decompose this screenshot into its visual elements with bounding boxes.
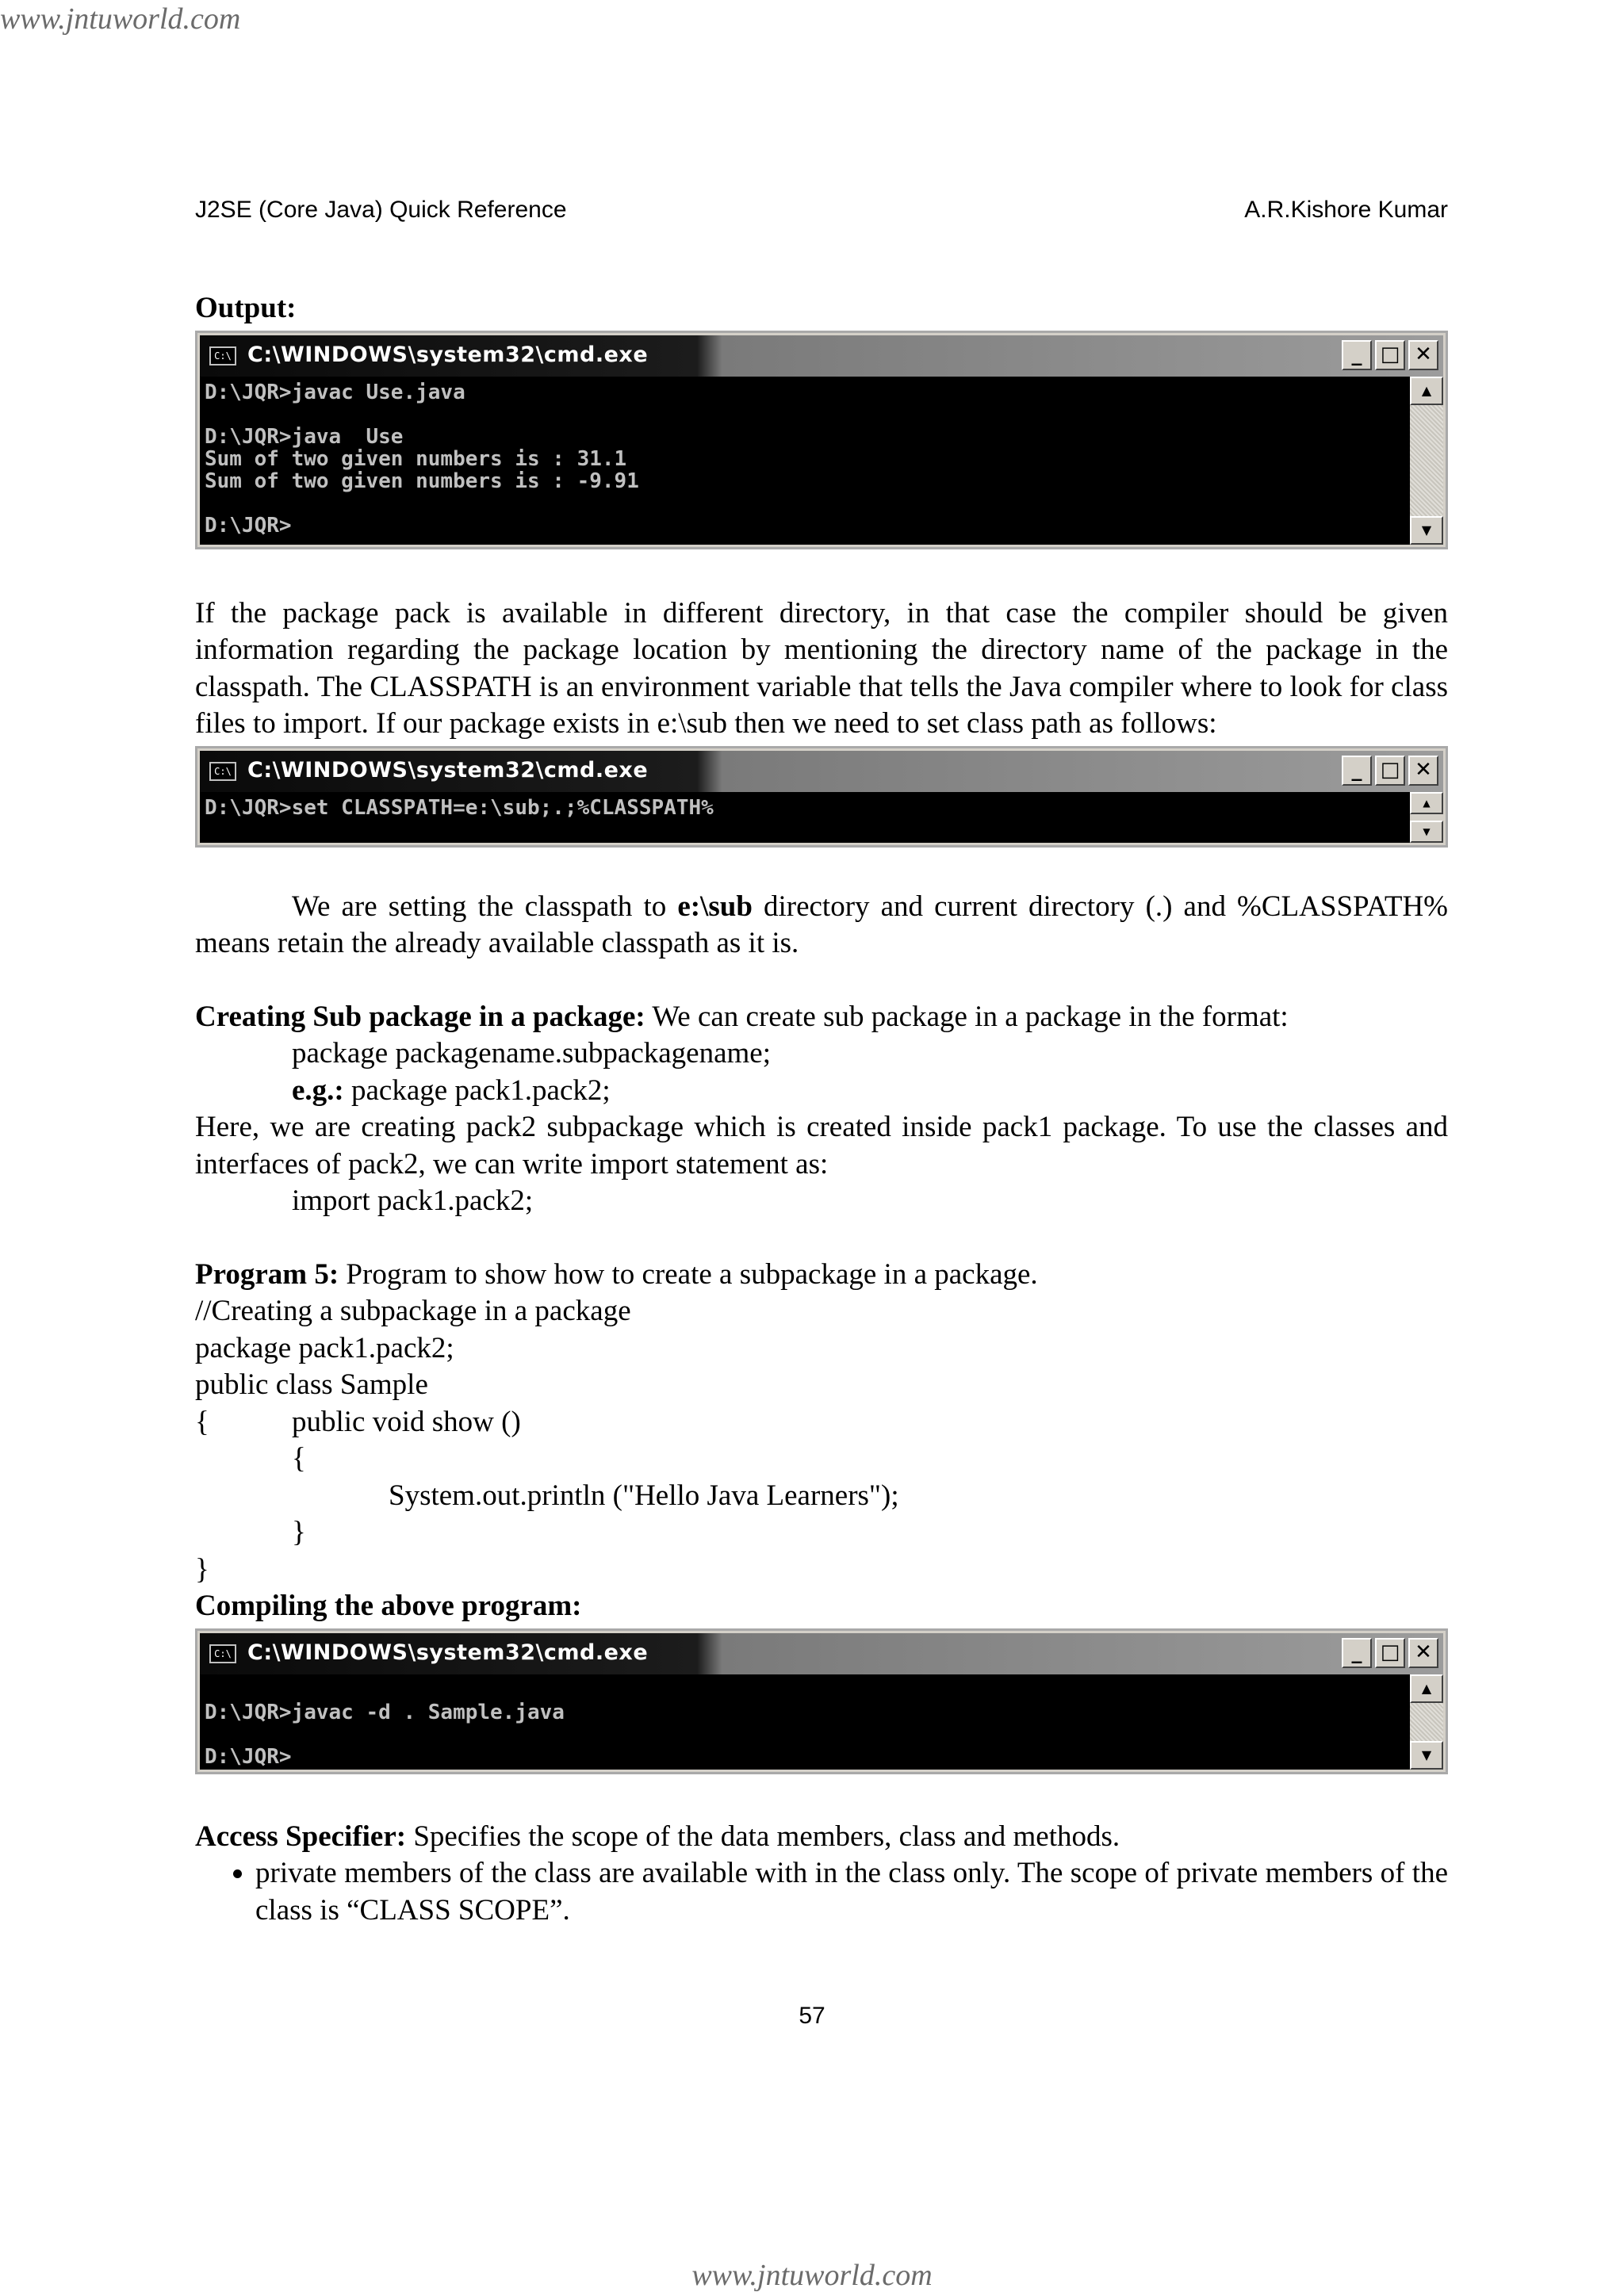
paragraph-classpath: If the package pack is available in different directory, in that case the compiler should be given information regarding the package location by mentioning the directory name of the package in the classpath. The CLASSPATH is an environment variable that tells the Java compiler where to look for class files to import. If our package exists in e:\sub then we need to set class path as follows: xyxy=(195,596,1448,740)
console-output: D:\JQR>javac Use.java D:\JQR>java Use Sum of two given numbers is : 31.1 Sum of two given numbers is : -9.91 D:\JQR> xyxy=(205,380,639,538)
running-header-author: A.R.Kishore Kumar xyxy=(1244,197,1448,223)
console-title: C:\WINDOWS\system32\cmd.exe xyxy=(247,758,649,783)
scroll-up-icon[interactable]: ▲ xyxy=(1410,1674,1443,1703)
cmd-icon: C:\ xyxy=(209,762,236,781)
minimize-button[interactable]: _ xyxy=(1342,756,1372,786)
console-screen xyxy=(200,377,1443,545)
code-method: { public void show () xyxy=(195,1405,521,1438)
close-button[interactable]: ✕ xyxy=(1408,756,1438,786)
code-println: System.out.println ("Hello Java Learners"); xyxy=(389,1479,899,1512)
program5-heading: Program 5: xyxy=(195,1257,339,1291)
code-method-open: { xyxy=(292,1442,306,1475)
access-paragraph: Access Specifier: Specifies the scope of the data members, class and methods. xyxy=(195,1820,1120,1853)
subpackage-paragraph: Creating Sub package in a package: We can create sub package in a package in the format: xyxy=(195,1000,1289,1033)
watermark-top: www.jntuworld.com xyxy=(0,2,241,36)
console-window-1 xyxy=(195,331,1448,549)
cmd-icon: C:\ xyxy=(209,1644,236,1663)
access-heading: Access Specifier: xyxy=(195,1820,407,1853)
code-class-decl: public class Sample xyxy=(195,1368,428,1401)
scrollbar[interactable] xyxy=(1410,1674,1443,1770)
console-screen xyxy=(200,792,1443,843)
subpackage-format: package packagename.subpackagename; xyxy=(292,1037,771,1070)
console-titlebar xyxy=(200,751,1443,792)
output-heading: Output: xyxy=(195,292,297,324)
running-header-title: J2SE (Core Java) Quick Reference xyxy=(195,197,567,223)
console-title: C:\WINDOWS\system32\cmd.exe xyxy=(247,1640,649,1666)
console-output: D:\JQR>set CLASSPATH=e:\sub;.;%CLASSPATH% xyxy=(205,795,714,820)
maximize-button[interactable]: □ xyxy=(1375,756,1405,786)
console-titlebar xyxy=(200,1633,1443,1674)
program5-heading-line: Program 5: Program to show how to create a subpackage in a package. xyxy=(195,1257,1038,1291)
code-class-close: } xyxy=(195,1552,209,1586)
cmd-icon: C:\ xyxy=(209,346,236,365)
code-comment: //Creating a subpackage in a package xyxy=(195,1295,631,1327)
page-content xyxy=(195,290,1448,1929)
console-screen xyxy=(200,1674,1443,1770)
console-output: D:\JQR>javac -d . Sample.java D:\JQR> xyxy=(205,1700,565,1769)
scroll-track[interactable] xyxy=(1410,405,1443,516)
scrollbar[interactable] xyxy=(1410,792,1443,843)
watermark-bottom: www.jntuworld.com xyxy=(691,2259,933,2292)
scrollbar[interactable] xyxy=(1410,377,1443,545)
code-package: package pack1.pack2; xyxy=(195,1331,454,1364)
scroll-down-icon[interactable]: ▼ xyxy=(1410,1741,1443,1770)
scroll-up-icon[interactable]: ▲ xyxy=(1410,377,1443,405)
scroll-up-icon[interactable]: ▲ xyxy=(1410,792,1443,814)
close-button[interactable]: ✕ xyxy=(1408,1638,1438,1668)
subpackage-heading: Creating Sub package in a package: xyxy=(195,1000,645,1033)
console-titlebar xyxy=(200,335,1443,377)
code-method-close: } xyxy=(292,1516,306,1548)
subpackage-explain: Here, we are creating pack2 subpackage which is created inside pack1 package. To use the classes and interfaces of pack2, we can write import statement as: xyxy=(195,1111,1448,1181)
list-item: • private members of the class are available with in the class only. The scope of private members of the class is “CLASS SCOPE”. xyxy=(255,1855,1448,1929)
console-window-3 xyxy=(195,1628,1448,1774)
maximize-button[interactable]: □ xyxy=(1375,1638,1405,1668)
console-window-2 xyxy=(195,746,1448,848)
subpackage-example: e.g.: package pack1.pack2; xyxy=(292,1073,611,1107)
page-number: 57 xyxy=(799,2003,825,2029)
scroll-down-icon[interactable]: ▼ xyxy=(1410,821,1443,843)
maximize-button[interactable]: □ xyxy=(1375,340,1405,370)
minimize-button[interactable]: _ xyxy=(1342,1638,1372,1668)
paragraph-setting-classpath: We are setting the classpath to e:\sub directory and current directory (.) and %CLASSPATH% means retain the already available classpath as it is. xyxy=(195,890,1448,959)
compiling-heading: Compiling the above program: xyxy=(195,1590,582,1622)
close-button[interactable]: ✕ xyxy=(1408,340,1438,370)
scroll-track[interactable] xyxy=(1410,1703,1443,1741)
console-title: C:\WINDOWS\system32\cmd.exe xyxy=(247,342,649,368)
access-list xyxy=(195,1855,1448,1929)
scroll-down-icon[interactable]: ▼ xyxy=(1410,516,1443,545)
subpackage-import: import pack1.pack2; xyxy=(292,1184,534,1217)
minimize-button[interactable]: _ xyxy=(1342,340,1372,370)
